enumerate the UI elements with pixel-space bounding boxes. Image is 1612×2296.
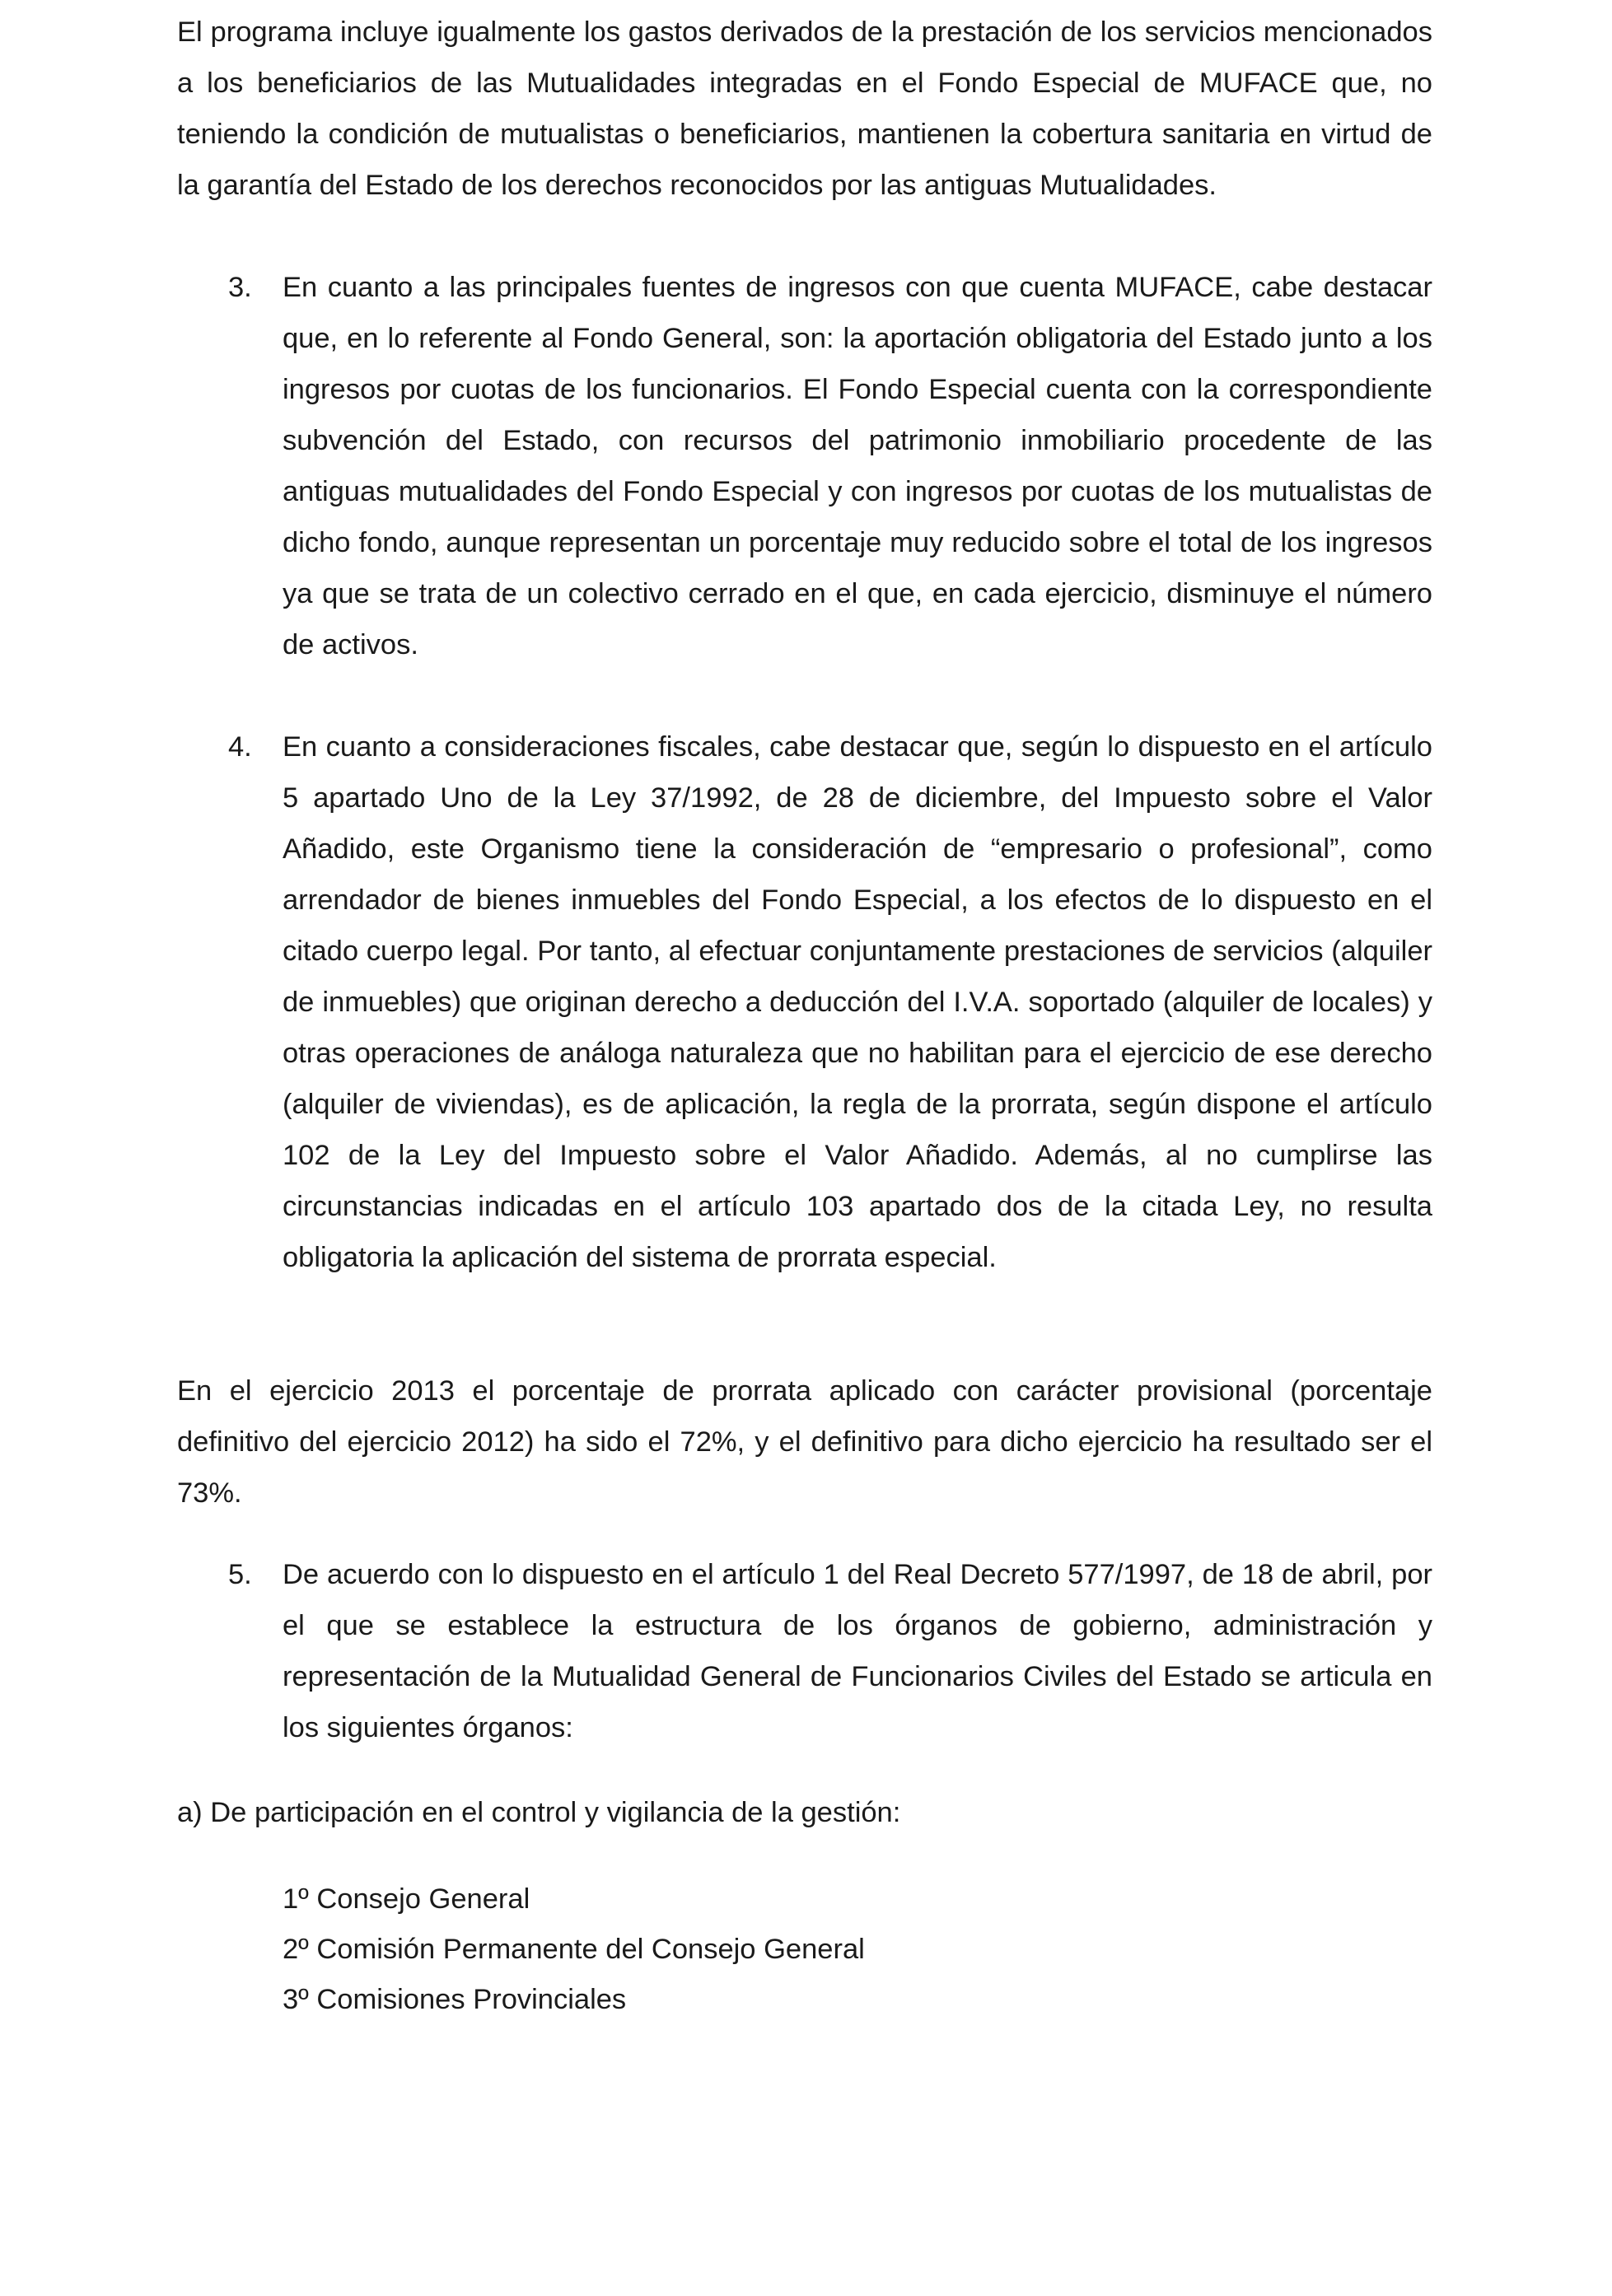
- list-item: 1º Consejo General: [283, 1883, 530, 1915]
- list-item: 3º Comisiones Provinciales: [283, 1984, 627, 2015]
- list-item: 2º Comisión Permanente del Consejo General: [283, 1934, 865, 1965]
- section-a-heading: a) De participación en el control y vigilancia de la gestión:: [177, 1797, 901, 1828]
- numbered-item-5: [228, 1549, 1432, 1753]
- item-text: De acuerdo con lo dispuesto en el artículo 1 del Real Decreto 577/1997, de 18 de abril, por el que se establece la estructura de los órganos de gobierno, administración y representación de la Mutualidad General de Funcionarios Civiles del Estado se articula en los siguientes órganos:: [283, 1559, 1432, 1743]
- item-text: En cuanto a consideraciones fiscales, cabe destacar que, según lo dispuesto en el artículo 5 apartado Uno de la Ley 37/1992, de 28 de diciembre, del Impuesto sobre el Valor Añadido, este Organismo tiene la consideración de “empresario o profesional”, como arrendador de bienes inmuebles del Fondo Especial, a los efectos de lo dispuesto en el citado cuerpo legal. Por tanto, al efectuar conjuntamente prestaciones de servicios (alquiler de inmuebles) que originan derecho a deducción del I.V.A. soportado (alquiler de locales) y otras operaciones de análoga naturaleza que no habilitan para el ejercicio de ese derecho (alquiler de viviendas), es de aplicación, la regla de la prorrata, según dispone el artículo 102 de la Ley del Impuesto sobre el Valor Añadido. Además, al no cumplirse las circunstancias indicadas en el artículo 103 apartado dos de la citada Ley, no resulta obligatoria la aplicación del sistema de prorrata especial.: [283, 731, 1432, 1273]
- item-number: 4.: [228, 731, 252, 763]
- item-number: 5.: [228, 1559, 252, 1590]
- numbered-item-3: [228, 262, 1432, 670]
- paragraph-prorrata: En el ejercicio 2013 el porcentaje de prorrata aplicado con carácter provisional (porcentaje definitivo del ejercicio 2012) ha sido el 72%, y el definitivo para dicho ejercicio ha resultado ser el 73%.: [177, 1375, 1432, 1509]
- organs-list: [283, 1874, 1432, 2025]
- document-page: [177, 7, 1432, 2025]
- item-number: 3.: [228, 272, 252, 303]
- item-text: En cuanto a las principales fuentes de ingresos con que cuenta MUFACE, cabe destacar que, en lo referente al Fondo General, son: la aportación obligatoria del Estado junto a los ingresos por cuotas de los funcionarios. El Fondo Especial cuenta con la correspondiente subvención del Estado, con recursos del patrimonio inmobiliario procedente de las antiguas mutualidades del Fondo Especial y con ingresos por cuotas de los mutualistas de dicho fondo, aunque representan un porcentaje muy reducido sobre el total de los ingresos ya que se trata de un colectivo cerrado en el que, en cada ejercicio, disminuye el número de activos.: [283, 272, 1432, 660]
- paragraph-intro: El programa incluye igualmente los gastos derivados de la prestación de los servicios mencionados a los beneficiarios de las Mutualidades integradas en el Fondo Especial de MUFACE que, no teniendo la condición de mutualistas o beneficiarios, mantienen la cobertura sanitaria en virtud de la garantía del Estado de los derechos reconocidos por las antiguas Mutualidades.: [177, 16, 1432, 201]
- numbered-item-4: [228, 721, 1432, 1283]
